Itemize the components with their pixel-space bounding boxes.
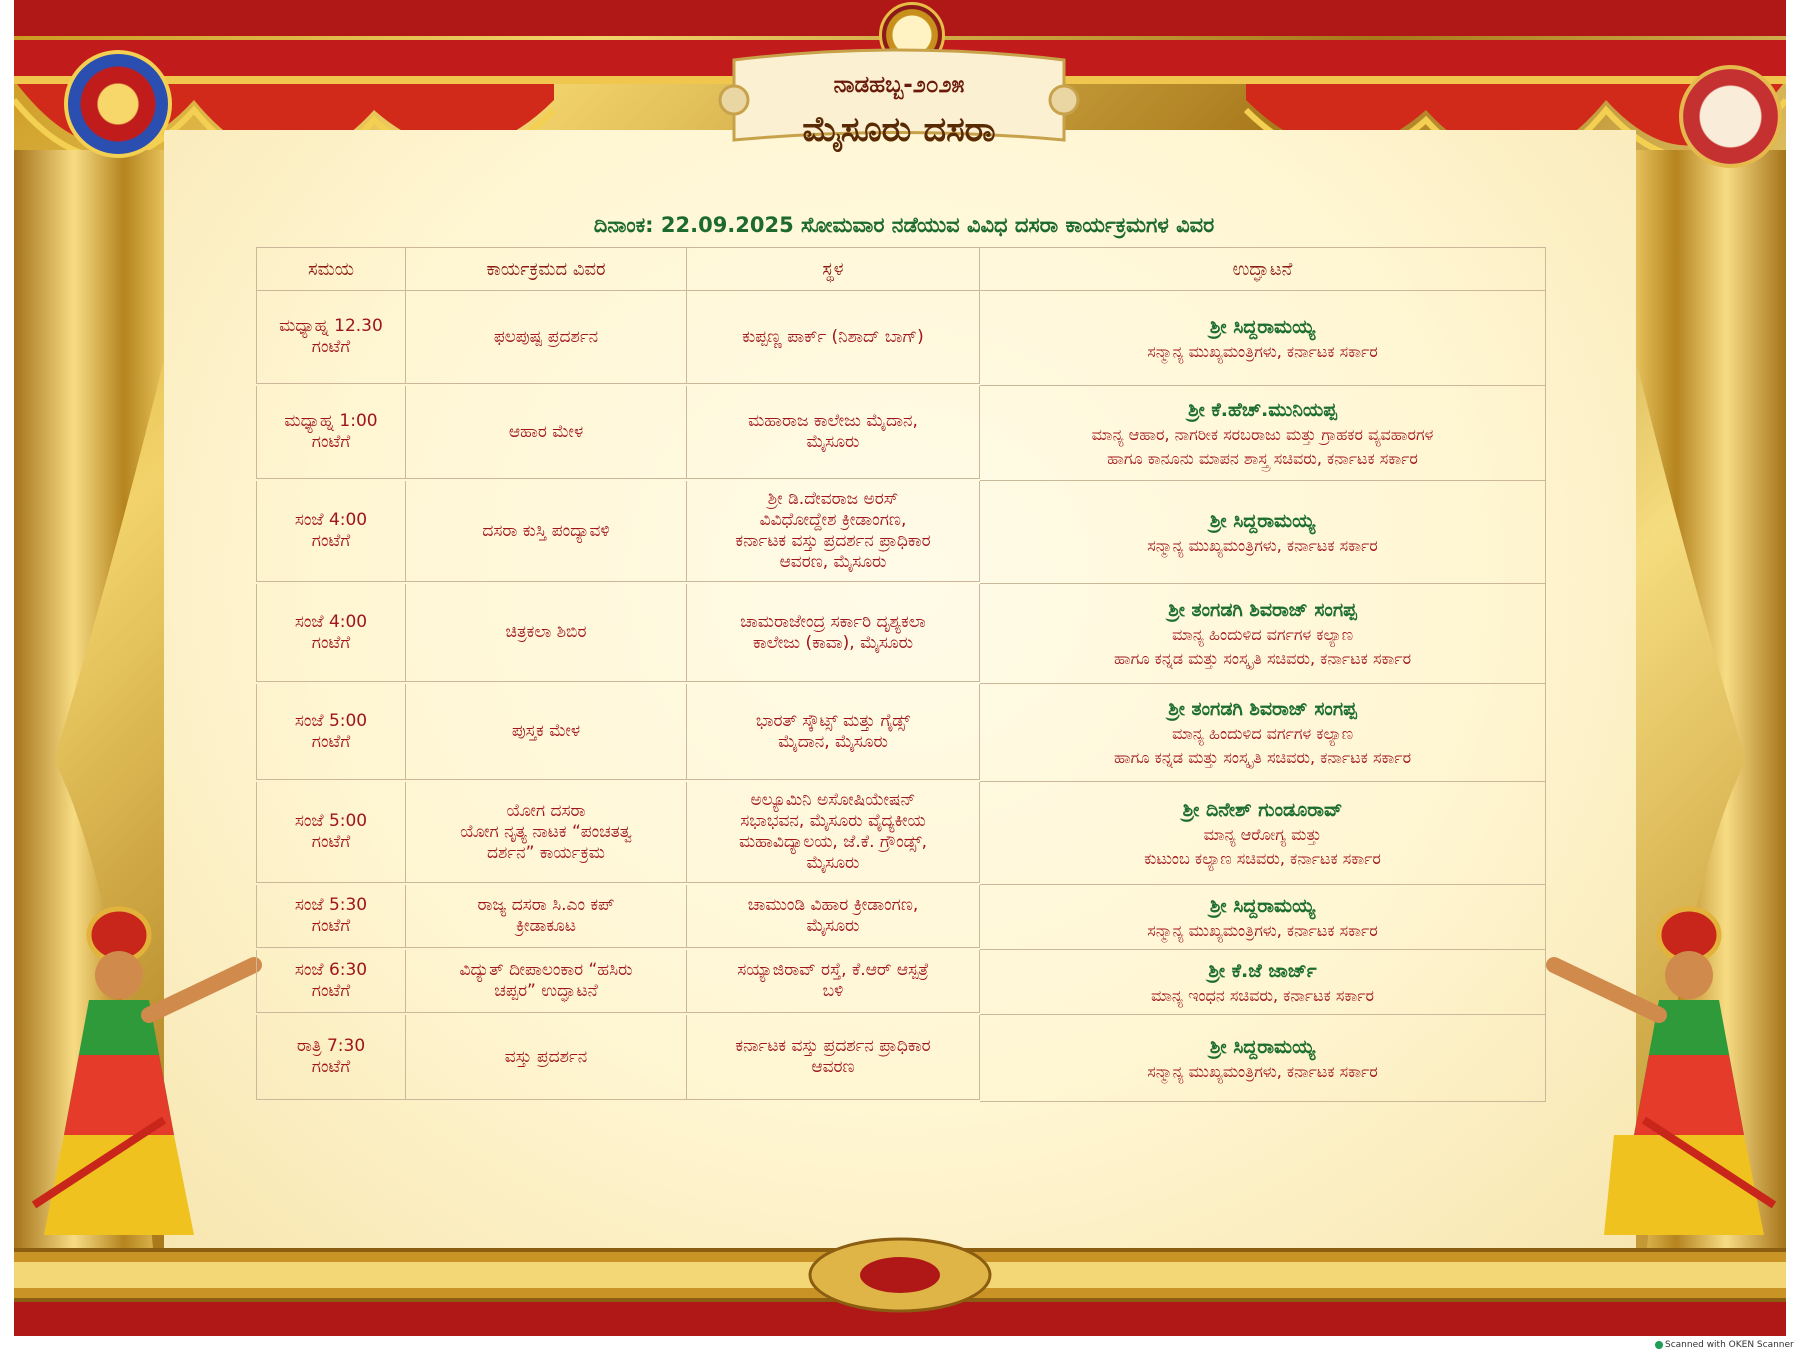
venue-text: ಭಾರತ್ ಸ್ಕೌಟ್ಸ್ ಮತ್ತು ಗೈಡ್ಸ್: [755, 710, 911, 731]
program-text: ದರ್ಶನ” ಕಾರ್ಯಕ್ರಮ: [487, 842, 605, 863]
inaugurator-designation: ಸನ್ಮಾನ್ಯ ಮುಖ್ಯಮಂತ್ರಿಗಳು, ಕರ್ನಾಟಕ ಸರ್ಕಾರ: [1147, 341, 1378, 361]
inaugurator-cell: [980, 481, 1546, 584]
time-text: ಗಂಟೆಗೆ: [311, 916, 351, 936]
time-text: ಗಂಟೆಗೆ: [311, 531, 351, 551]
time-text: ಗಂಟೆಗೆ: [311, 731, 351, 752]
inaugurator-name: ಶ್ರೀ ಸಿದ್ದರಾಮಯ್ಯ: [1209, 315, 1316, 338]
venue-text: ಕುಪ್ಪಣ್ಣ ಪಾರ್ಕ್ (ನಿಶಾದ್ ಬಾಗ್): [742, 326, 924, 347]
venue-cell: [687, 684, 980, 780]
inaugurator-designation: ಮಾನ್ಯ ಹಿಂದುಳಿದ ವರ್ಗಗಳ ಕಲ್ಯಾಣ: [1171, 724, 1354, 743]
program-cell: [406, 885, 687, 948]
venue-text: ಮೈದಾನ, ಮೈಸೂರು: [778, 731, 888, 752]
inaugurator-cell: [980, 1015, 1546, 1102]
program-text: ಯೋಗ ನೃತ್ಯ ನಾಟಕ “ಪಂಚತತ್ವ: [460, 821, 632, 842]
time-text: ಸಂಜೆ 4:00: [294, 510, 368, 530]
inaugurator-cell: [980, 584, 1546, 684]
venue-text: ಆವರಣ: [811, 1057, 855, 1077]
time-text: ಗಂಟೆಗೆ: [311, 432, 351, 452]
karnataka-govt-emblem-icon: [64, 50, 172, 158]
program-text: ಚಿತ್ರಕಲಾ ಶಿಬಿರ: [505, 622, 587, 642]
venue-cell: [687, 885, 980, 948]
venue-text: ಅಲ್ಯೂಮಿನಿ ಅಸೋಷಿಯೇಷನ್: [750, 790, 916, 810]
program-text: ವಿದ್ಯುತ್ ದೀಪಾಲಂಕಾರ “ಹಸಿರು: [459, 960, 633, 980]
inaugurator-designation: ಸನ್ಮಾನ್ಯ ಮುಖ್ಯಮಂತ್ರಿಗಳು, ಕರ್ನಾಟಕ ಸರ್ಕಾರ: [1147, 920, 1378, 940]
left-yakshagana-figure: [24, 905, 264, 1245]
program-cell: [406, 481, 687, 582]
venue-cell: [687, 782, 980, 883]
inaugurator-designation: ಹಾಗೂ ಕನ್ನಡ ಮತ್ತು ಸಂಸ್ಕೃತಿ ಸಚಿವರು, ಕರ್ನಾಟಕ ಸರ್ಕಾರ: [1113, 748, 1412, 767]
inaugurator-designation: ಸನ್ಮಾನ್ಯ ಮುಖ್ಯಮಂತ್ರಿಗಳು, ಕರ್ನಾಟಕ ಸರ್ಕಾರ: [1147, 1061, 1378, 1081]
program-text: ಫಲಪುಷ್ಪ ಪ್ರದರ್ಶನ: [493, 326, 599, 347]
time-cell: [256, 481, 406, 582]
venue-cell: [687, 481, 980, 582]
venue-text: ಶ್ರೀ ಡಿ.ದೇವರಾಜ ಅರಸ್: [767, 489, 899, 509]
time-cell: [256, 684, 406, 780]
column-header: ಸಮಯ: [256, 247, 406, 291]
time-cell: [256, 782, 406, 883]
time-text: ಮಧ್ಯಾಹ್ನ 1:00: [284, 411, 378, 431]
inaugurator-name: ಶ್ರೀ ಸಿದ್ದರಾಮಯ್ಯ: [1209, 509, 1316, 532]
venue-text: ಮಹಾರಾಜ ಕಾಲೇಜು ಮೈದಾನ,: [748, 411, 918, 431]
inaugurator-cell: [980, 782, 1546, 885]
venue-cell: [687, 584, 980, 682]
inaugurator-designation: ಸನ್ಮಾನ್ಯ ಮುಖ್ಯಮಂತ್ರಿಗಳು, ಕರ್ನಾಟಕ ಸರ್ಕಾರ: [1147, 535, 1378, 555]
program-cell: [406, 1015, 687, 1100]
program-text: ಯೋಗ ದಸರಾ: [506, 800, 586, 821]
title-scroll: [714, 30, 1084, 150]
inaugurator-cell: [980, 291, 1546, 386]
time-cell: [256, 950, 406, 1013]
venue-cell: [687, 1015, 980, 1100]
inaugurator-designation: ಮಾನ್ಯ ಆರೋಗ್ಯ ಮತ್ತು: [1203, 824, 1322, 844]
venue-cell: [687, 386, 980, 479]
inaugurator-designation: ಮಾನ್ಯ ಇಂಧನ ಸಚಿವರು, ಕರ್ನಾಟಕ ಸರ್ಕಾರ: [1151, 985, 1374, 1005]
dasara-poster: [14, 0, 1786, 1336]
venue-text: ಸಭಾಭವನ, ಮೈಸೂರು ವೈದ್ಯಕೀಯ: [740, 811, 926, 831]
inaugurator-designation: ಹಾಗೂ ಕನ್ನಡ ಮತ್ತು ಸಂಸ್ಕೃತಿ ಸಚಿವರು, ಕರ್ನಾಟಕ ಸರ್ಕಾರ: [1113, 649, 1412, 668]
bottom-ornament: [14, 1210, 1786, 1336]
inaugurator-name: ಶ್ರೀ ಸಿದ್ದರಾಮಯ್ಯ: [1209, 894, 1316, 917]
inaugurator-name: ಶ್ರೀ ದಿನೇಶ್ ಗುಂಡೂರಾವ್: [1182, 798, 1343, 821]
time-text: ಗಂಟೆಗೆ: [311, 632, 351, 653]
program-cell: [406, 291, 687, 384]
venue-text: ಮೈಸೂರು: [806, 432, 860, 452]
schedule-heading: ದಿನಾಂಕ: 22.09.2025 ಸೋಮವಾರ ನಡೆಯುವ ವಿವಿಧ ದಸರಾ ಕಾರ್ಯಕ್ರಮಗಳ ವಿವರ: [593, 213, 1215, 237]
venue-text: ವಿವಿಧೋದ್ದೇಶ ಕ್ರೀಡಾಂಗಣ,: [759, 510, 907, 530]
inaugurator-name: ಶ್ರೀ ಕೆ.ಹೆಚ್.ಮುನಿಯಪ್ಪ: [1188, 398, 1337, 421]
inaugurator-designation: ಮಾನ್ಯ ಹಿಂದುಳಿದ ವರ್ಗಗಳ ಕಲ್ಯಾಣ: [1171, 625, 1354, 644]
program-text: ಚಪ್ಪರ” ಉದ್ಘಾಟನೆ: [494, 981, 598, 1001]
time-cell: [256, 584, 406, 682]
column-header: ಸ್ಥಳ: [687, 247, 980, 291]
time-text: ಮಧ್ಯಾಹ್ನ 12.30: [279, 316, 383, 336]
scanner-logo-icon: [1655, 1341, 1663, 1349]
program-text: ದಸರಾ ಕುಸ್ತಿ ಪಂದ್ಯಾವಳಿ: [482, 520, 610, 541]
venue-text: ಮೈಸೂರು: [806, 853, 860, 873]
venue-text: ಕಾಲೇಜು (ಕಾವಾ), ಮೈಸೂರು: [752, 632, 913, 653]
program-text: ವಸ್ತು ಪ್ರದರ್ಶನ: [504, 1046, 588, 1067]
right-yakshagana-figure: [1544, 905, 1784, 1245]
time-text: ಗಂಟೆಗೆ: [311, 981, 351, 1001]
time-text: ಸಂಜೆ 5:30: [294, 895, 368, 915]
time-cell: [256, 291, 406, 384]
inaugurator-cell: [980, 885, 1546, 950]
time-text: ರಾತ್ರಿ 7:30: [296, 1036, 366, 1056]
inaugurator-name: ಶ್ರೀ ತಂಗಡಗಿ ಶಿವರಾಜ್ ಸಂಗಪ್ಪ: [1168, 698, 1357, 720]
time-text: ಸಂಜೆ 6:30: [294, 960, 368, 980]
program-cell: [406, 684, 687, 780]
venue-text: ಮೈಸೂರು: [806, 916, 860, 936]
inaugurator-cell: [980, 684, 1546, 782]
inaugurator-designation: ಕುಟುಂಬ ಕಲ್ಯಾಣ ಸಚಿವರು, ಕರ್ನಾಟಕ ಸರ್ಕಾರ: [1144, 848, 1381, 868]
time-text: ಗಂಟೆಗೆ: [311, 832, 351, 852]
time-cell: [256, 885, 406, 948]
inaugurator-designation: ಮಾನ್ಯ ಆಹಾರ, ನಾಗರೀಕ ಸರಬರಾಜು ಮತ್ತು ಗ್ರಾಹಕರ ವ್ಯವಹಾರಗಳ: [1091, 424, 1434, 444]
inaugurator-name: ಶ್ರೀ ತಂಗಡಗಿ ಶಿವರಾಜ್ ಸಂಗಪ್ಪ: [1168, 599, 1357, 621]
time-text: ಸಂಜೆ 4:00: [294, 611, 368, 632]
program-text: ಪುಸ್ತಕ ಮೇಳ: [511, 721, 581, 741]
program-cell: [406, 782, 687, 883]
event-name: ಮೈಸೂರು ದಸರಾ: [802, 110, 996, 150]
venue-cell: [687, 950, 980, 1013]
venue-text: ಚಾಮರಾಜೇಂದ್ರ ಸರ್ಕಾರಿ ದೃಶ್ಯಕಲಾ: [740, 611, 926, 632]
time-cell: [256, 386, 406, 479]
schedule-table: [256, 247, 1546, 1102]
program-text: ರಾಜ್ಯ ದಸರಾ ಸಿ.ಎಂ ಕಪ್: [477, 895, 615, 915]
scanner-note: Scanned with OKEN Scanner: [1665, 1340, 1794, 1350]
time-text: ಸಂಜೆ 5:00: [294, 811, 368, 831]
mysuru-dasara-logo-icon: [1679, 65, 1782, 168]
program-text: ಆಹಾರ ಮೇಳ: [508, 421, 584, 442]
venue-text: ಕರ್ನಾಟಕ ವಸ್ತು ಪ್ರದರ್ಶನ ಪ್ರಾಧಿಕಾರ: [735, 1036, 931, 1056]
venue-text: ಚಾಮುಂಡಿ ವಿಹಾರ ಕ್ರೀಡಾಂಗಣ,: [747, 895, 919, 915]
time-text: ಸಂಜೆ 5:00: [294, 710, 368, 731]
time-text: ಗಂಟೆಗೆ: [311, 337, 351, 357]
venue-text: ಆವರಣ, ಮೈಸೂರು: [779, 552, 887, 572]
venue-text: ಮಹಾವಿದ್ಯಾಲಯ, ಜೆ.ಕೆ. ಗ್ರೌಂಡ್ಸ್,: [738, 832, 928, 852]
column-header: ಕಾರ್ಯಕ್ರಮದ ವಿವರ: [406, 247, 687, 291]
venue-text: ಬಳಿ: [822, 981, 844, 1001]
event-tag: ನಾಡಹಬ್ಬ-೨೦೨೫: [833, 72, 965, 98]
venue-text: ಸಯ್ಯಾಜಿರಾವ್ ರಸ್ತೆ, ಕೆ.ಆರ್ ಆಸ್ಪತ್ರೆ: [737, 960, 929, 980]
inaugurator-designation: ಹಾಗೂ ಕಾನೂನು ಮಾಪನ ಶಾಸ್ತ್ರ ಸಚಿವರು, ಕರ್ನಾಟಕ ಸರ್ಕಾರ: [1107, 448, 1418, 468]
program-cell: [406, 950, 687, 1013]
column-header: ಉದ್ಘಾಟನೆ: [980, 247, 1546, 291]
time-text: ಗಂಟೆಗೆ: [311, 1057, 351, 1077]
venue-cell: [687, 291, 980, 384]
time-cell: [256, 1015, 406, 1100]
inaugurator-name: ಶ್ರೀ ಕೆ.ಜೆ ಜಾರ್ಜ್: [1208, 959, 1317, 982]
table-body: [256, 291, 1546, 1102]
inaugurator-name: ಶ್ರೀ ಸಿದ್ದರಾಮಯ್ಯ: [1209, 1035, 1316, 1058]
program-cell: [406, 386, 687, 479]
table-header: [256, 247, 1546, 291]
venue-text: ಕರ್ನಾಟಕ ವಸ್ತು ಪ್ರದರ್ಶನ ಪ್ರಾಧಿಕಾರ: [735, 531, 931, 551]
inaugurator-cell: [980, 950, 1546, 1015]
program-cell: [406, 584, 687, 682]
inaugurator-cell: [980, 386, 1546, 481]
program-text: ಕ್ರೀಡಾಕೂಟ: [516, 916, 576, 936]
